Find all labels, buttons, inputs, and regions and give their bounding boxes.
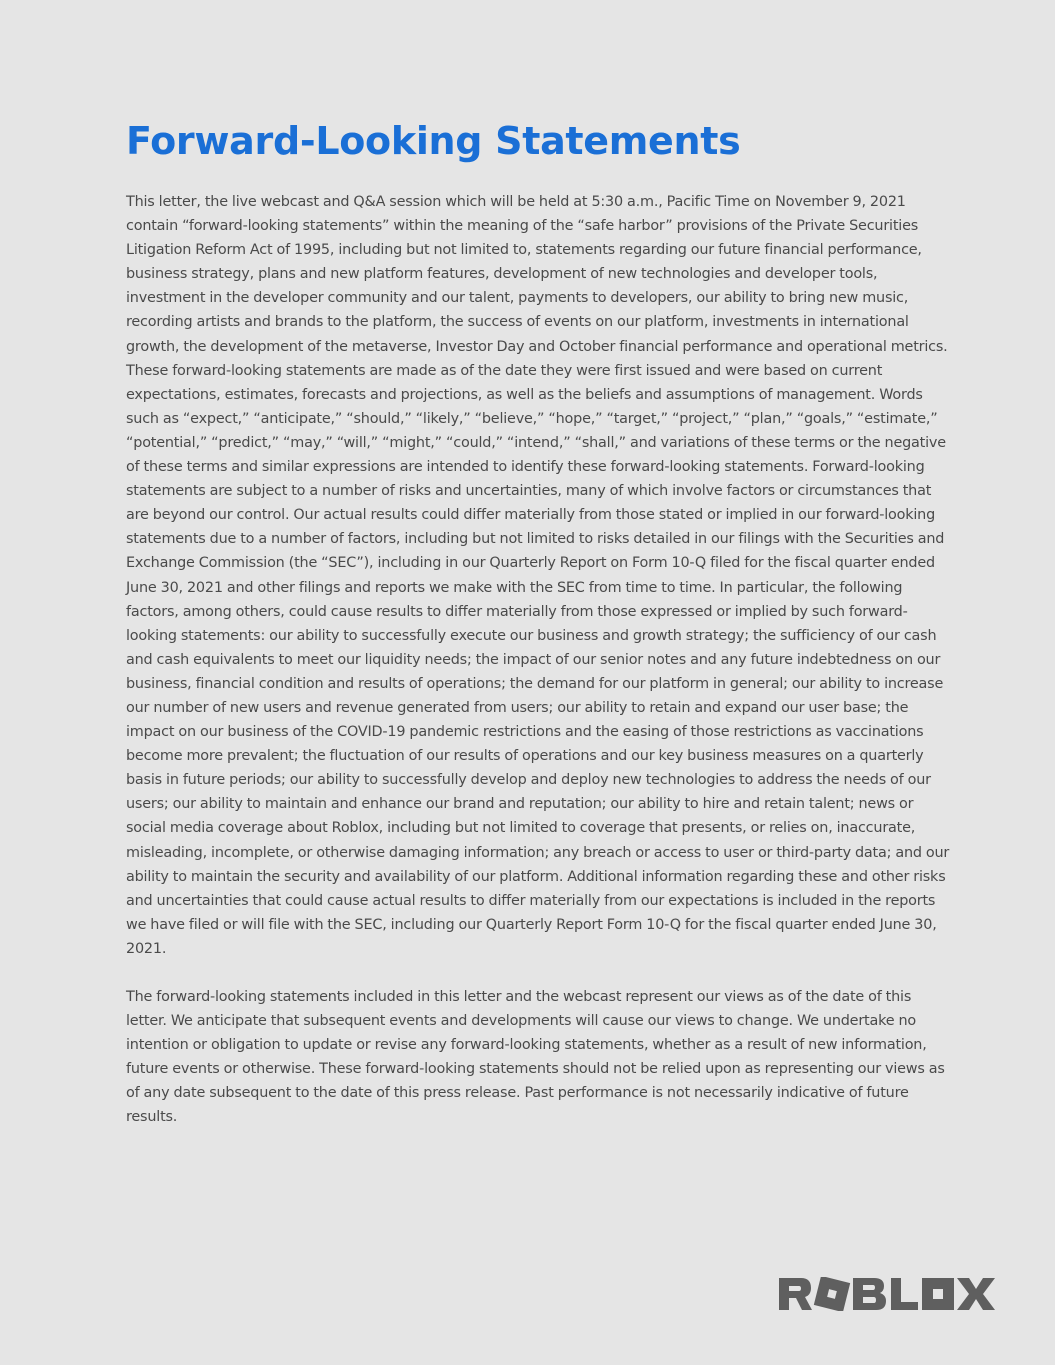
document-page (126, 112, 954, 1130)
body-paragraph-1: This letter, the live webcast and Q&A session which will be held at 5:30 a.m., Pacific Time on November 9, 2021 contain “forward-looking statements” within the meaning of the “safe harbor” provisions of the Private Securities Litigation Reform Act of 1995, including but not limited to, statements regarding our future financial performance, business strategy, plans and new platform features, development of new technologies and developer tools, investment in the developer community and our talent, payments to developers, our ability to bring new music, recording artists and brands to the platform, the success of events on our platform, investments in international growth, the development of the metaverse, Investor Day and October financial performance and operational metrics. These forward-looking statements are made as of the date they were first issued and were based on current expectations, estimates, forecasts and projections, as well as the beliefs and assumptions of management. Words such as “expect,” “anticipate,” “should,” “likely,” “believe,” “hope,” “target,” “project,” “plan,” “goals,” “estimate,” “potential,” “predict,” “may,” “will,” “might,” “could,” “intend,” “shall,” and variations of these terms or the negative of these terms and similar expressions are intended to identify these forward-looking statements. Forward-looking statements are subject to a number of risks and uncertainties, many of which involve factors or circumstances that are beyond our control. Our actual results could differ materially from those stated or implied in our forward-looking statements due to a number of factors, including but not limited to risks detailed in our filings with the Securities and Exchange Commission (the “SEC”), including in our Quarterly Report on Form 10-Q filed for the fiscal quarter ended June 30, 2021 and other filings and reports we make with the SEC from time to time. In particular, the following factors, among others, could cause results to differ materially from those expressed or implied by such forward-looking statements: our ability to successfully execute our business and growth strategy; the sufficiency of our cash and cash equivalents to meet our liquidity needs; the impact of our senior notes and any future indebtedness on our business, financial condition and results of operations; the demand for our platform in general; our ability to increase our number of new users and revenue generated from users; our ability to retain and expand our user base; the impact on our business of the COVID-19 pandemic restrictions and the easing of those restrictions as vaccinations become more prevalent; the fluctuation of our results of operations and our key business measures on a quarterly basis in future periods; our ability to successfully develop and deploy new technologies to address the needs of our users; our ability to maintain and enhance our brand and reputation; our ability to hire and retain talent; news or social media coverage about Roblox, including but not limited to coverage that presents, or relies on, inaccurate, misleading, incomplete, or otherwise damaging information; any breach or access to user or third-party data; and our ability to maintain the security and availability of our platform. Additional information regarding these and other risks and uncertainties that could cause actual results to differ materially from our expectations is included in the reports we have filed or will file with the SEC, including our Quarterly Report Form 10-Q for the fiscal quarter ended June 30, 2021. (126, 194, 950, 957)
page-title: Forward-Looking Statements (126, 119, 741, 163)
roblox-logo-icon (778, 1277, 996, 1311)
body-paragraph-2: The forward-looking statements included in this letter and the webcast represent our views as of the date of this letter. We anticipate that subsequent events and developments will cause our views to change. We undertake no intention or obligation to update or revise any forward-looking statements, whether as a result of new information, future events or otherwise. These forward-looking statements should not be relied upon as representing our views as of any date subsequent to the date of this press release. Past performance is not necessarily indicative of future results. (126, 989, 945, 1126)
